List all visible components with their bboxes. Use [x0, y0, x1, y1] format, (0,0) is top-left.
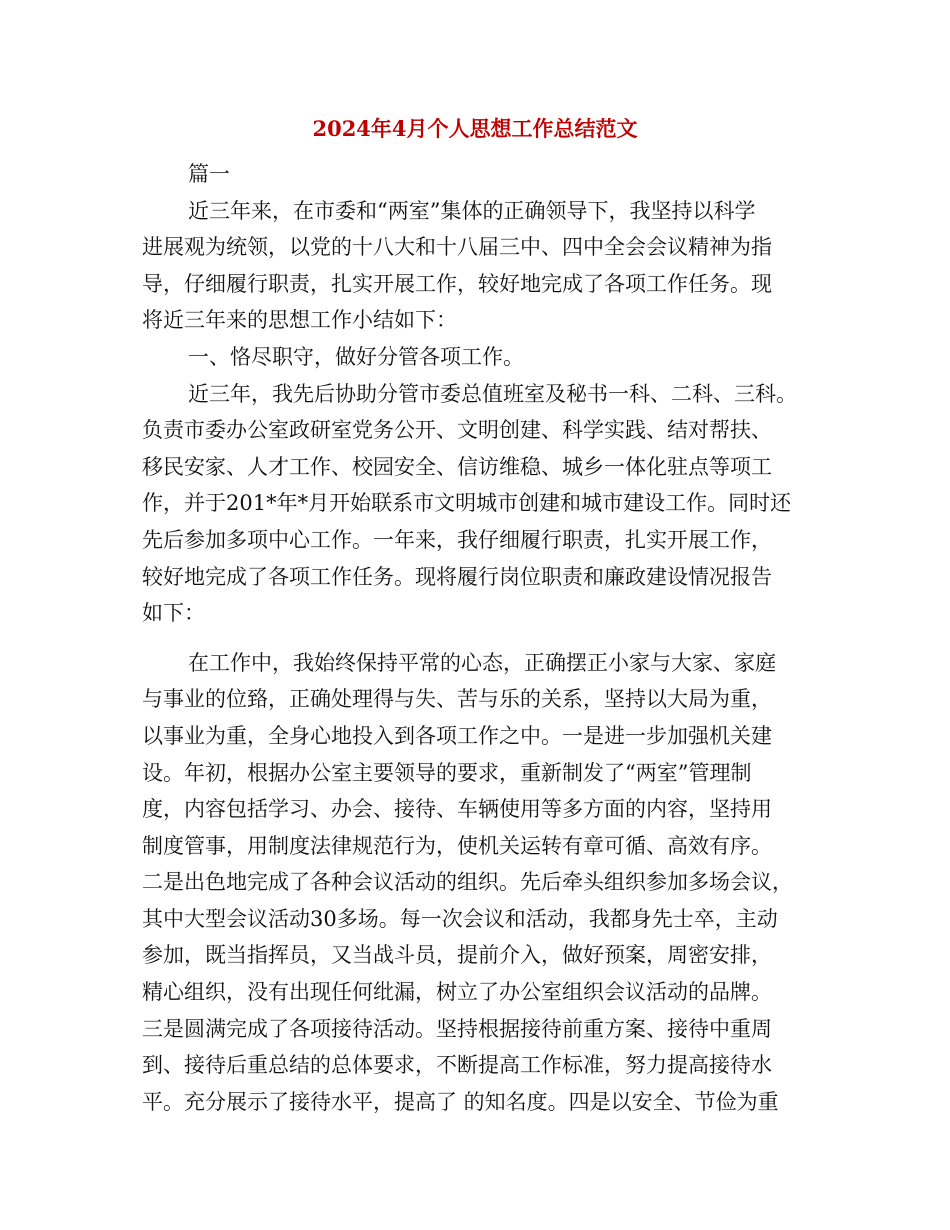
paragraph-line: 先后参加多项中心工作。一年来，我仔细履行职责，扎实开展工作，	[142, 527, 772, 552]
paragraph-line: 以事业为重，全身心地投入到各项工作之中。一是进一步加强机关建	[142, 723, 772, 748]
paragraph-line: 在工作中，我始终保持平常的心态，正确摆正小家与大家、家庭	[188, 650, 776, 675]
paragraph-duties	[142, 376, 812, 632]
paragraph-line: 设。年初，根据办公室主要领导的要求，重新制发了“两室”管理制	[142, 760, 752, 785]
paragraph-line: 导，仔细履行职责，扎实开展工作，较好地完成了各项工作任务。现	[142, 271, 772, 296]
paragraph-line: 三是圆满完成了各项接待活动。坚持根据接待前重方案、接待中重周	[142, 1016, 772, 1041]
paragraph-line: 将近三年来的思想工作小结如下：	[142, 308, 457, 333]
paragraph-spacer	[142, 632, 812, 645]
paragraph-intro	[142, 193, 812, 339]
paragraph-line: 二是出色地完成了各种会议活动的组织。先后牵头组织参加多场会议，	[142, 870, 793, 895]
paragraph-line: 参加，既当指挥员，又当战斗员，提前介入，做好预案，周密安排，	[142, 943, 772, 968]
paragraph-line: 平。充分展示了接待水平，提高了 的知名度。四是以安全、节俭为重	[142, 1089, 779, 1114]
paragraph-line: 近三年，我先后协助分管市委总值班室及秘书一科、二科、三科。	[188, 381, 797, 406]
paragraph-line: 与事业的位臵，正确处理得与失、苦与乐的关系，坚持以大局为重，	[142, 687, 772, 712]
document-title: 2024年4月个人思想工作总结范文	[312, 116, 638, 141]
paragraph-line: 其中大型会议活动30多场。每一次会议和活动，我都身先士卒，主动	[142, 906, 778, 931]
paragraph-line: 精心组织，没有出现任何纰漏，树立了办公室组织会议活动的品牌。	[142, 980, 772, 1005]
paragraph-line: 较好地完成了各项工作任务。现将履行岗位职责和廉政建设情况报告	[142, 564, 772, 589]
paragraph-line: 移民安家、人才工作、校园安全、信访维稳、城乡一体化驻点等项工	[142, 454, 772, 479]
section-heading: 一、恪尽职守，做好分管各项工作。	[188, 344, 524, 369]
paragraph-line: 制度管事，用制度法律规范行为，使机关运转有章可循、高效有序。	[142, 833, 772, 858]
paragraph-line: 进展观为统领，以党的十八大和十八届三中、四中全会会议精神为指	[142, 235, 772, 260]
paragraph-work	[142, 645, 812, 1121]
paragraph-line: 度，内容包括学习、办会、接待、车辆使用等多方面的内容，坚持用	[142, 797, 772, 822]
paragraph-line: 到、接待后重总结的总体要求，不断提高工作标准，努力提高接待水	[142, 1053, 772, 1078]
paragraph-line: 作，并于201*年*月开始联系市文明城市创建和城市建设工作。同时还	[142, 491, 792, 516]
paragraph-line: 近三年来，在市委和“两室”集体的正确领导下，我坚持以科学	[188, 198, 756, 223]
document-body	[142, 156, 812, 1120]
paragraph-line: 如下：	[142, 601, 205, 626]
paragraph-line: 负责市委办公室政研室党务公开、文明创建、科学实践、结对帮扶、	[142, 418, 772, 443]
section-label: 篇一	[188, 162, 230, 186]
